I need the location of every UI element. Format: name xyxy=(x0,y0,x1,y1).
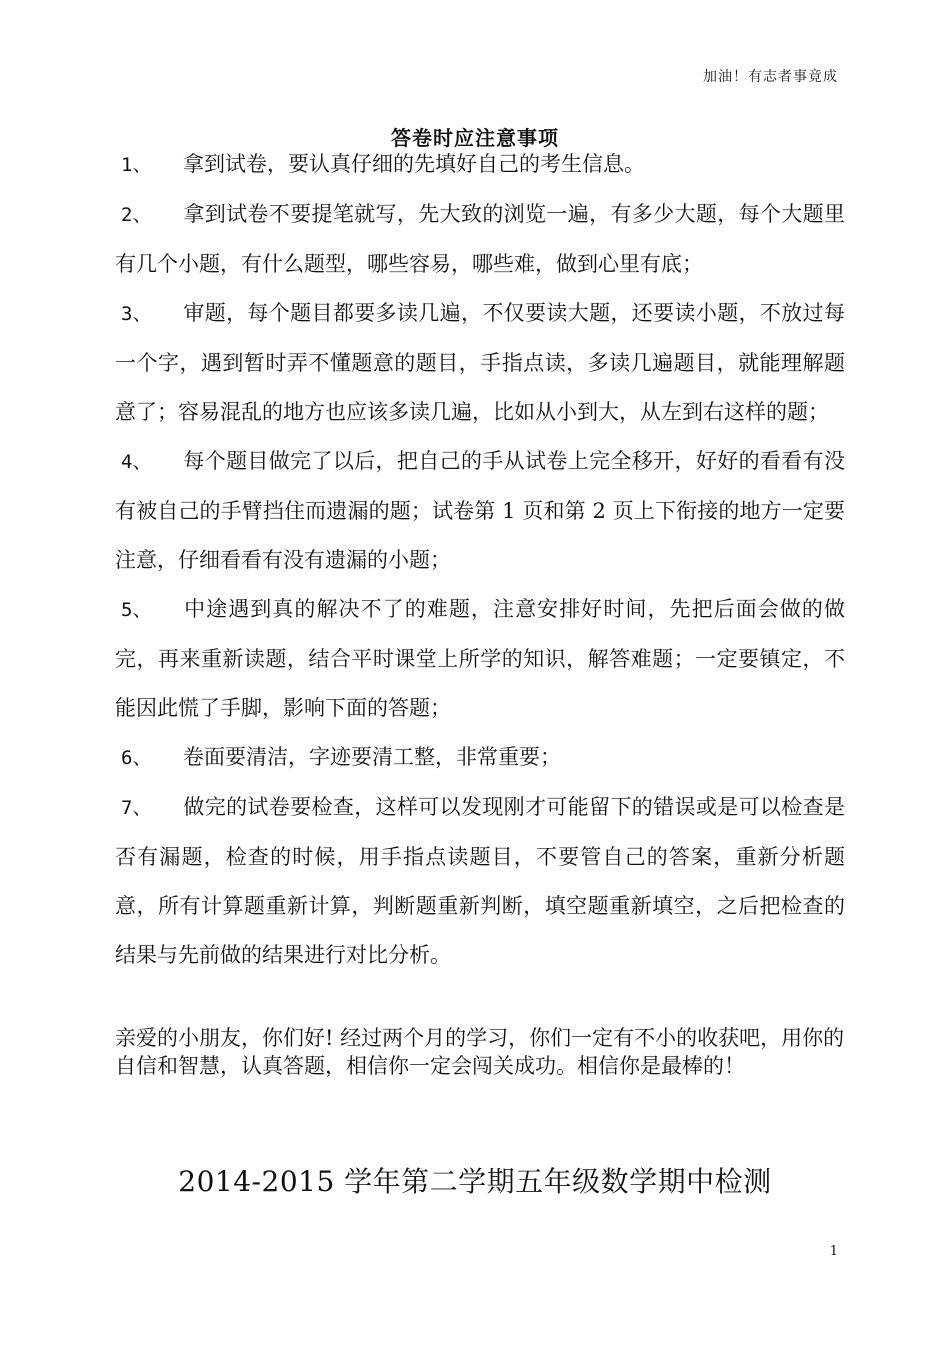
note-number: 7、 xyxy=(121,797,152,819)
note-item-4 xyxy=(115,437,845,585)
note-number: 1、 xyxy=(121,154,152,176)
note-item-3 xyxy=(115,289,845,437)
note-item-6 xyxy=(115,733,845,783)
notes-list xyxy=(115,140,845,980)
note-item-2 xyxy=(115,190,845,289)
page-title: 答卷时应注意事项 xyxy=(391,126,559,150)
note-text: 拿到试卷不要提笔就写，先大致的浏览一遍，有多少大题，每个大题里有几个小题，有什么题型，哪些容易，哪些难，做到心里有底； xyxy=(115,202,845,276)
note-text: 做完的试卷要检查，这样可以发现刚才可能留下的错误或是可以检查是否有漏题，检查的时候，用手指点读题目，不要管自己的答案，重新分析题意，所有计算题重新计算，判断题重新判断，填空题重新填空，之后把检查的结果与先前做的结果进行对比分析。 xyxy=(115,795,845,967)
page-number: 1 xyxy=(829,1244,838,1259)
note-number: 5、 xyxy=(121,599,152,621)
note-text: 审题，每个题目都要多读几遍，不仅要读大题，还要读小题，不放过每一个字，遇到暂时弄不懂题意的题目，手指点读，多读几遍题目，就能理解题意了；容易混乱的地方也应该多读几遍，比如从小到大，从左到右这样的题； xyxy=(115,301,845,424)
note-number: 4、 xyxy=(121,451,152,473)
note-number: 3、 xyxy=(121,303,152,325)
note-number: 2、 xyxy=(121,204,152,226)
greeting-paragraph: 亲爱的小朋友，你们好! 经过两个月的学习，你们一定有不小的收获吧，用你的自信和智慧，认真答题，相信你一定会闯关成功。相信你是最棒的！ xyxy=(115,1026,845,1078)
note-item-1 xyxy=(115,140,845,190)
note-text: 拿到试卷，要认真仔细的先填好自己的考生信息。 xyxy=(183,152,645,176)
note-item-5 xyxy=(115,585,845,733)
note-text: 每个题目做完了以后，把自己的手从试卷上完全移开，好好的看看有没有被自己的手臂挡住而遗漏的题；试卷第 1 页和第 2 页上下衔接的地方一定要注意，仔细看看有没有遗漏的小题； xyxy=(115,449,845,572)
exam-title: 2014-2015 学年第二学期五年级数学期中检测 xyxy=(178,1165,772,1198)
header-motto: 加油！有志者事竟成 xyxy=(703,69,838,85)
note-item-7 xyxy=(115,783,845,980)
note-text: 中途遇到真的解决不了的难题，注意安排好时间，先把后面会做的做完，再来重新读题，结合平时课堂上所学的知识，解答难题；一定要镇定，不能因此慌了手脚，影响下面的答题； xyxy=(115,597,845,720)
note-text: 卷面要清洁，字迹要清工整，非常重要； xyxy=(183,745,561,769)
note-number: 6、 xyxy=(121,747,152,769)
